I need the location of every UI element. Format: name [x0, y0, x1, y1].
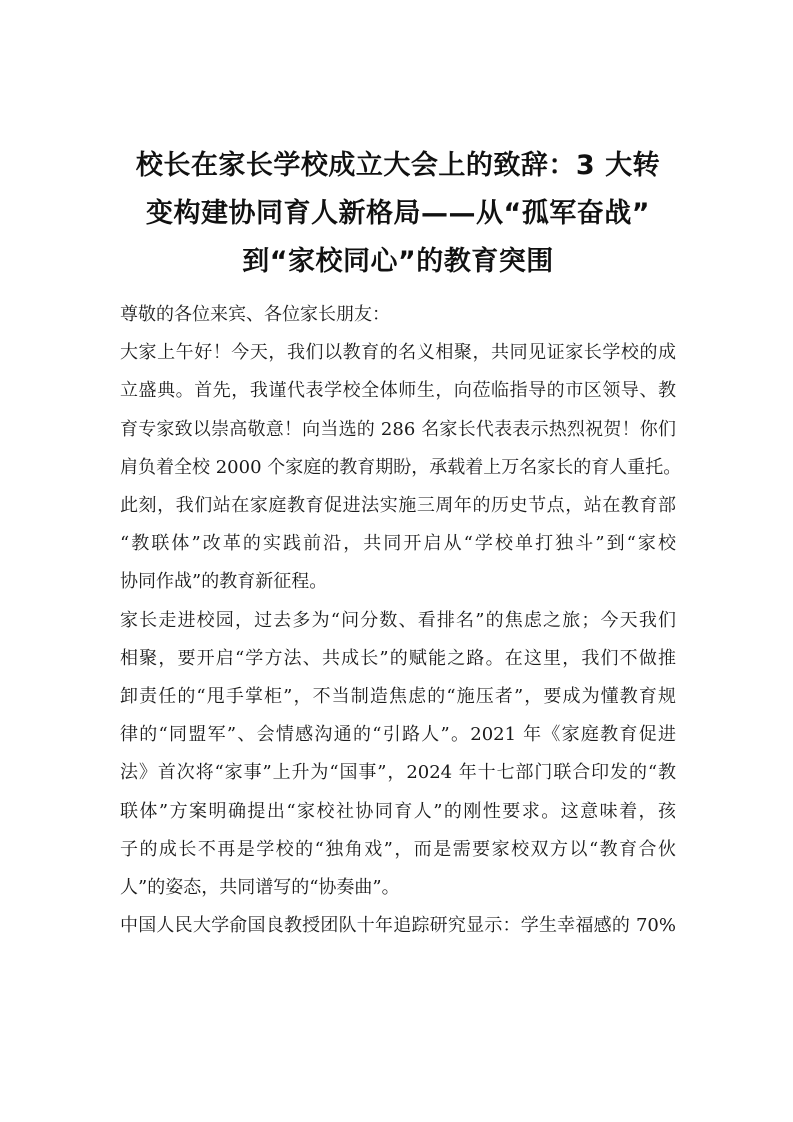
text-line: 卸责任的“甩手掌柜”，不当制造焦虑的“施压者”，要成为懂教育规 — [120, 686, 676, 708]
text-line: 法》首次将“家事”上升为“国事”，2024 年十七部门联合印发的“教 — [120, 762, 676, 784]
text-line: 律的“同盟军”、会情感沟通的“引路人”。2021 年《家庭教育促进 — [120, 724, 676, 746]
text-line: 尊敬的各位来宾、各位家长朋友： — [120, 304, 390, 325]
text-line: 家长走进校园，过去多为“问分数、看排名”的焦虑之旅；今天我们 — [120, 609, 676, 631]
salutation-paragraph — [120, 296, 676, 334]
text-line: 人”的姿态，共同谱写的“协奏曲”。 — [120, 877, 400, 899]
text-line: 联体”方案明确提出“家校社协同育人”的刚性要求。这意味着，孩 — [120, 800, 676, 822]
document-body — [120, 296, 682, 945]
research-paragraph — [120, 907, 676, 945]
text-line: 相聚，要开启“学方法、共成长”的赋能之路。在这里，我们不做推 — [120, 647, 676, 669]
document-title — [118, 142, 678, 286]
text-line: 立盛典。首先，我谨代表学校全体师生，向莅临指导的市区领导、教 — [120, 380, 676, 402]
text-line: 子的成长不再是学校的“独角戏”，而是需要家校双方以“教育合伙 — [120, 838, 676, 860]
text-line: 协同作战”的教育新征程。 — [120, 571, 328, 593]
title-line: 变构建协同育人新格局——从“孤军奋战” — [146, 198, 650, 230]
title-line: 到“家校同心”的教育突围 — [242, 246, 554, 278]
text-line: 肩负着全校 2000 个家庭的教育期盼，承载着上万名家长的育人重托。 — [120, 456, 682, 478]
title-line: 校长在家长学校成立大会上的致辞：3 大转 — [135, 150, 661, 182]
transformation-paragraph — [120, 602, 676, 908]
text-line: 育专家致以崇高敬意！向当选的 286 名家长代表表示热烈祝贺！你们 — [120, 418, 676, 440]
opening-paragraph — [120, 334, 682, 601]
text-line: “教联体”改革的实践前沿，共同开启从“学校单打独斗”到“家校 — [120, 533, 676, 555]
text-line: 大家上午好！今天，我们以教育的名义相聚，共同见证家长学校的成 — [120, 342, 676, 364]
text-line: 中国人民大学俞国良教授团队十年追踪研究显示：学生幸福感的 70% — [120, 915, 676, 937]
text-line: 此刻，我们站在家庭教育促进法实施三周年的历史节点，站在教育部 — [120, 495, 676, 517]
